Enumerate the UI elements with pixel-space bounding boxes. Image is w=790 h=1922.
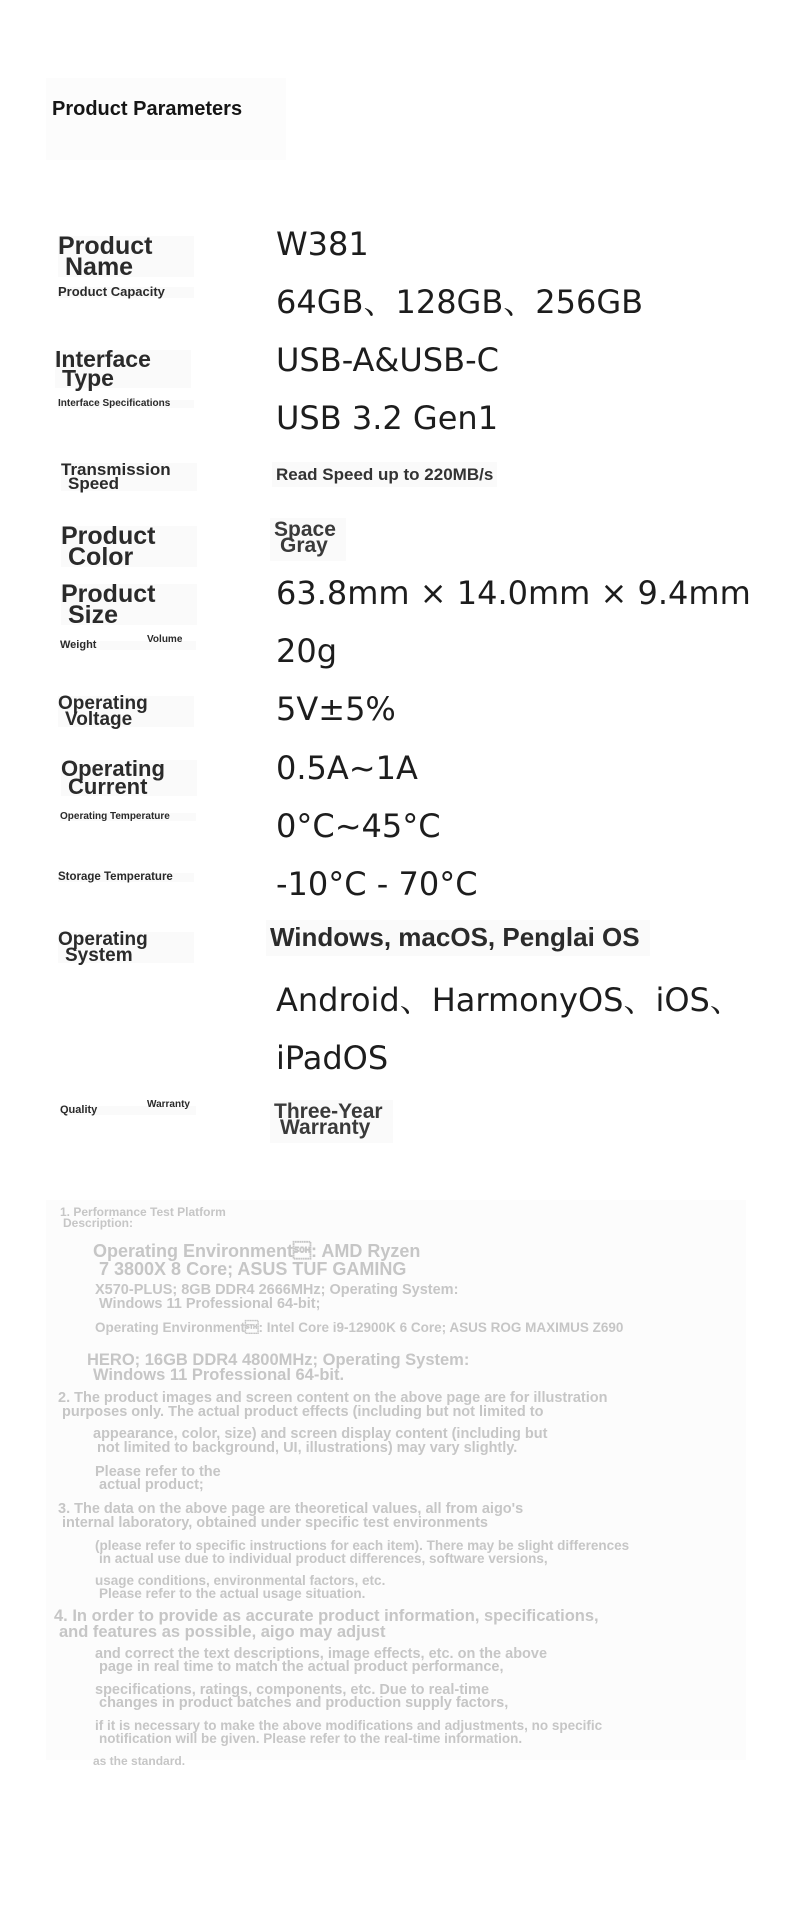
note-line: 2. The product images and screen content on the above page are for illustration (58, 1390, 608, 1406)
label-product-size-line1: Product (61, 580, 156, 608)
label-operating-system-line2: System (65, 944, 133, 966)
label-interface-specifications-text: Interface Specifications (58, 398, 171, 409)
value-weight: 20g (276, 632, 338, 670)
value-storage-temperature: -10°C - 70°C (276, 865, 478, 903)
note-line: not limited to background, UI, illustrations) may vary slightly. (97, 1440, 518, 1456)
label-operating-voltage-line1: Operating (58, 693, 148, 714)
value-product-name: W381 (276, 225, 369, 263)
note-line: 1. Performance Test Platform (60, 1205, 226, 1219)
label-warranty: Warranty (147, 1099, 190, 1110)
note-line: internal laboratory, obtained under specific test environments (62, 1515, 488, 1531)
value-product-color-line1: Space (274, 518, 336, 541)
note-line: page in real time to match the actual product performance, (99, 1659, 504, 1675)
label-operating-current (61, 756, 197, 800)
note-line: as the standard. (93, 1754, 186, 1768)
note-line: appearance, color, size) and screen display content (including but (93, 1426, 548, 1442)
value-operating-system: Windows, macOS, Penglai OS (266, 920, 650, 956)
label-weight-volume (60, 634, 196, 651)
note-line: (please refer to specific instructions for each item). There may be slight differences (95, 1538, 630, 1553)
label-storage-temperature (58, 873, 194, 882)
value-product-color-line2: Gray (280, 534, 328, 558)
label-product-name-line2: Name (65, 252, 134, 281)
label-transmission-speed-line2: Speed (68, 473, 120, 493)
value-interface-specifications: USB 3.2 Gen1 (276, 399, 499, 437)
label-product-color-line1: Product (61, 522, 156, 550)
note-line: notification will be given. Please refer to the real-time information. (99, 1731, 523, 1746)
note-line: changes in product batches and production supply factors, (99, 1695, 509, 1711)
value-product-capacity: 64GB、128GB、256GB (276, 283, 644, 321)
value-operating-system-line3: iPadOS (276, 1039, 389, 1077)
note-line: if it is necessary to make the above modifications and adjustments, no specific (95, 1718, 603, 1733)
value-product-size: 63.8mm × 14.0mm × 9.4mm (276, 574, 751, 612)
value-operating-system-line2: Android、HarmonyOS、iOS、 (276, 981, 742, 1019)
value-quality-warranty (270, 1100, 393, 1143)
note-line: 7 3800X 8 Core; ASUS TUF GAMING (99, 1259, 407, 1279)
label-quality-warranty (60, 1099, 196, 1116)
label-quality: Quality (60, 1104, 98, 1116)
note-line: 3. The data on the above page are theoretical values, all from aigo's (58, 1501, 524, 1517)
note-line: usage conditions, environmental factors, etc. (95, 1573, 386, 1588)
value-warranty-line2: Warranty (280, 1116, 371, 1140)
label-operating-current-line2: Current (68, 774, 148, 800)
label-product-capacity-text: Product Capacity (58, 284, 165, 299)
value-warranty-line1: Three-Year (274, 1100, 383, 1123)
label-operating-voltage (58, 693, 194, 730)
label-interface-type-line1: Interface (55, 346, 151, 372)
note-line: X570-PLUS; 8GB DDR4 2666MHz; Operating System: (95, 1282, 459, 1298)
label-product-capacity (58, 284, 194, 299)
label-product-color (61, 522, 197, 571)
note-line: Windows 11 Professional 64-bit. (93, 1366, 345, 1384)
label-product-name (58, 232, 194, 281)
note-line: and correct the text descriptions, image effects, etc. on the above (95, 1646, 548, 1662)
label-volume: Volume (147, 634, 183, 645)
note-line: Windows 11 Professional 64-bit; (99, 1296, 321, 1312)
value-product-color (270, 518, 346, 561)
section-title (46, 78, 286, 160)
label-product-name-line1: Product (58, 232, 153, 260)
label-operating-current-line1: Operating (61, 756, 165, 781)
label-product-size (61, 580, 197, 629)
label-operating-system (58, 929, 194, 966)
note-line: Operating Environment: AMD Ryzen (93, 1241, 421, 1261)
value-operating-temperature: 0°C~45°C (276, 807, 441, 845)
label-operating-temperature (60, 813, 196, 821)
label-operating-system-line1: Operating (58, 929, 148, 950)
value-operating-current: 0.5A~1A (276, 749, 418, 787)
label-weight: Weight (60, 639, 97, 651)
label-transmission-speed (61, 460, 197, 493)
value-interface-type: USB-A&USB-C (276, 341, 499, 379)
label-storage-temperature-text: Storage Temperature (58, 871, 173, 883)
note-line: Please refer to the (95, 1464, 221, 1480)
note-line: specifications, ratings, components, etc. Due to real-time (95, 1682, 490, 1698)
value-transmission-speed: Read Speed up to 220MB/s (272, 462, 497, 487)
label-operating-temperature-text: Operating Temperature (60, 811, 170, 822)
note-line: 4. In order to provide as accurate product information, specifications, (54, 1607, 599, 1625)
note-line: Description: (63, 1216, 134, 1230)
note-line: in actual use due to individual product differences, software versions, (99, 1551, 548, 1566)
note-line: purposes only. The actual product effects (including but not limited to (62, 1404, 544, 1420)
note-line: and features as possible, aigo may adjust (59, 1623, 386, 1641)
label-interface-type (55, 346, 191, 391)
label-interface-specifications (58, 400, 194, 408)
note-line: Please refer to the actual usage situation. (99, 1586, 366, 1601)
label-product-size-line2: Size (68, 600, 119, 629)
note-line: HERO; 16GB DDR4 4800MHz; Operating System: (87, 1351, 470, 1369)
value-operating-voltage: 5V±5% (276, 690, 396, 728)
label-transmission-speed-line1: Transmission (61, 460, 171, 479)
label-operating-voltage-line2: Voltage (65, 708, 133, 730)
label-product-color-line2: Color (68, 542, 134, 571)
note-line: actual product; (99, 1477, 204, 1493)
note-line: Operating Environment: Intel Core i9-12900K 6 Core; ASUS ROG MAXIMUS Z690 (95, 1320, 624, 1335)
label-interface-type-line2: Type (62, 364, 114, 391)
section-title-text: Product Parameters (52, 98, 243, 120)
